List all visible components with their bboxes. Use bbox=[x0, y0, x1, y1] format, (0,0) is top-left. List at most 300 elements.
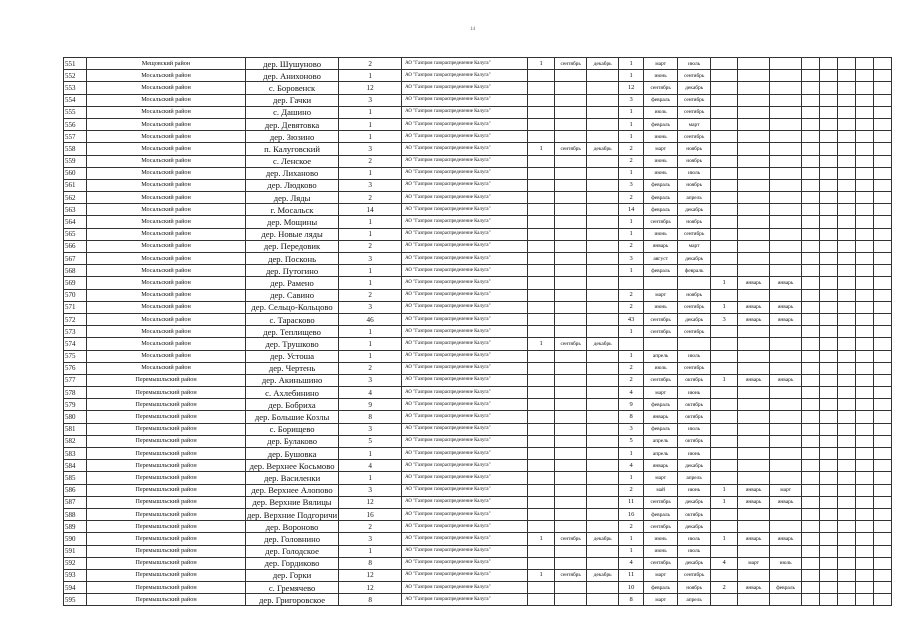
q1-end-month-cell bbox=[587, 131, 619, 143]
q3-end-month-cell bbox=[770, 472, 802, 484]
q3-end-month-cell bbox=[770, 387, 802, 399]
q3-count-cell bbox=[711, 387, 738, 399]
q1-start-month-cell bbox=[555, 179, 587, 191]
q1-end-month-cell bbox=[587, 204, 619, 216]
q3-start-month-cell: январь bbox=[738, 374, 770, 386]
empty-cell bbox=[838, 545, 856, 557]
empty-cell bbox=[856, 387, 874, 399]
q3-count-cell bbox=[711, 82, 738, 94]
q1-end-month-cell bbox=[587, 387, 619, 399]
organization-cell: АО "Газпром газораспределение Калуга" bbox=[402, 533, 528, 545]
organization-cell: АО "Газпром газораспределение Калуга" bbox=[402, 423, 528, 435]
empty-cell bbox=[856, 277, 874, 289]
count-cell: 2 bbox=[339, 192, 402, 204]
organization-cell: АО "Газпром газораспределение Калуга" bbox=[402, 399, 528, 411]
district-cell: Перемышльский район bbox=[87, 545, 246, 557]
q1-start-month-cell bbox=[555, 204, 587, 216]
empty-cell bbox=[874, 216, 892, 228]
q2-start-month-cell: март bbox=[644, 289, 678, 301]
q3-end-month-cell bbox=[770, 289, 802, 301]
organization-cell: АО "Газпром газораспределение Калуга" bbox=[402, 216, 528, 228]
table-row bbox=[64, 277, 892, 289]
organization-cell: АО "Газпром газораспределение Калуга" bbox=[402, 508, 528, 520]
empty-cell bbox=[874, 338, 892, 350]
q1-start-month-cell bbox=[555, 582, 587, 594]
q3-start-month-cell bbox=[738, 204, 770, 216]
empty-cell bbox=[820, 179, 838, 191]
q1-start-month-cell bbox=[555, 277, 587, 289]
q3-start-month-cell bbox=[738, 82, 770, 94]
q2-start-month-cell: июнь bbox=[644, 301, 678, 313]
table-row bbox=[64, 228, 892, 240]
organization-cell: АО "Газпром газораспределение Калуга" bbox=[402, 118, 528, 130]
table-row bbox=[64, 216, 892, 228]
q3-start-month-cell bbox=[738, 265, 770, 277]
empty-cell bbox=[820, 301, 838, 313]
empty-cell bbox=[856, 106, 874, 118]
q3-count-cell bbox=[711, 338, 738, 350]
q2-start-month-cell: июнь bbox=[644, 545, 678, 557]
empty-cell bbox=[838, 58, 856, 70]
q3-count-cell bbox=[711, 460, 738, 472]
table-row bbox=[64, 594, 892, 606]
locality-cell: дер. Мощины bbox=[246, 216, 339, 228]
q3-end-month-cell bbox=[770, 521, 802, 533]
q1-end-month-cell bbox=[587, 326, 619, 338]
q3-end-month-cell: февраль bbox=[770, 582, 802, 594]
empty-cell bbox=[856, 411, 874, 423]
q1-start-month-cell bbox=[555, 118, 587, 130]
empty-cell bbox=[820, 350, 838, 362]
q3-start-month-cell bbox=[738, 362, 770, 374]
table-row bbox=[64, 508, 892, 520]
count-cell: 4 bbox=[339, 460, 402, 472]
row-number: 565 bbox=[64, 228, 87, 240]
q1-start-month-cell bbox=[555, 82, 587, 94]
q2-count-cell: 2 bbox=[619, 155, 644, 167]
empty-cell bbox=[856, 204, 874, 216]
q1-count-cell bbox=[528, 448, 555, 460]
table-row bbox=[64, 143, 892, 155]
district-cell: Перемышльский район bbox=[87, 557, 246, 569]
district-cell: Мосальский район bbox=[87, 253, 246, 265]
q3-start-month-cell bbox=[738, 94, 770, 106]
locality-cell: с. Ленское bbox=[246, 155, 339, 167]
q2-start-month-cell: март bbox=[644, 143, 678, 155]
q2-count-cell: 1 bbox=[619, 350, 644, 362]
empty-cell bbox=[838, 338, 856, 350]
empty-cell bbox=[856, 253, 874, 265]
q3-count-cell bbox=[711, 399, 738, 411]
row-number: 580 bbox=[64, 411, 87, 423]
empty-cell bbox=[874, 374, 892, 386]
empty-cell bbox=[838, 569, 856, 581]
q3-start-month-cell bbox=[738, 118, 770, 130]
q2-start-month-cell: сентябрь bbox=[644, 496, 678, 508]
empty-cell bbox=[856, 460, 874, 472]
q2-count-cell: 1 bbox=[619, 167, 644, 179]
q3-end-month-cell: январь bbox=[770, 496, 802, 508]
locality-cell: дер. Людково bbox=[246, 179, 339, 191]
q2-end-month-cell: сентябрь bbox=[678, 228, 711, 240]
q1-count-cell bbox=[528, 167, 555, 179]
locality-cell: дер. Гордиково bbox=[246, 557, 339, 569]
table-row bbox=[64, 374, 892, 386]
empty-cell bbox=[856, 362, 874, 374]
q3-end-month-cell bbox=[770, 240, 802, 252]
empty-cell bbox=[874, 326, 892, 338]
empty-cell bbox=[874, 387, 892, 399]
q2-count-cell: 2 bbox=[619, 143, 644, 155]
q2-start-month-cell bbox=[644, 277, 678, 289]
table-row bbox=[64, 362, 892, 374]
q2-end-month-cell: декабрь bbox=[678, 521, 711, 533]
district-cell: Мосальский район bbox=[87, 155, 246, 167]
empty-cell bbox=[802, 94, 820, 106]
count-cell: 9 bbox=[339, 399, 402, 411]
row-number: 594 bbox=[64, 582, 87, 594]
locality-cell: с. Гремячево bbox=[246, 582, 339, 594]
q2-count-cell: 1 bbox=[619, 118, 644, 130]
district-cell: Перемышльский район bbox=[87, 582, 246, 594]
q2-start-month-cell: июнь bbox=[644, 131, 678, 143]
q3-count-cell bbox=[711, 179, 738, 191]
table-row bbox=[64, 301, 892, 313]
q2-start-month-cell: январь bbox=[644, 411, 678, 423]
empty-cell bbox=[820, 472, 838, 484]
q3-count-cell bbox=[711, 326, 738, 338]
district-cell: Мосальский район bbox=[87, 131, 246, 143]
q2-count-cell: 2 bbox=[619, 484, 644, 496]
count-cell: 1 bbox=[339, 545, 402, 557]
q1-count-cell bbox=[528, 472, 555, 484]
empty-cell bbox=[838, 192, 856, 204]
district-cell: Перемышльский район bbox=[87, 399, 246, 411]
q2-count-cell: 3 bbox=[619, 253, 644, 265]
row-number: 589 bbox=[64, 521, 87, 533]
empty-cell bbox=[838, 411, 856, 423]
table-row bbox=[64, 253, 892, 265]
empty-cell bbox=[802, 313, 820, 325]
q1-count-cell: 1 bbox=[528, 143, 555, 155]
organization-cell: АО "Газпром газораспределение Калуга" bbox=[402, 557, 528, 569]
q2-count-cell: 1 bbox=[619, 106, 644, 118]
row-number: 567 bbox=[64, 253, 87, 265]
locality-cell: дер. Чертень bbox=[246, 362, 339, 374]
q3-start-month-cell: январь bbox=[738, 301, 770, 313]
q2-start-month-cell: июль bbox=[644, 106, 678, 118]
count-cell: 2 bbox=[339, 289, 402, 301]
empty-cell bbox=[838, 326, 856, 338]
q1-start-month-cell bbox=[555, 508, 587, 520]
empty-cell bbox=[856, 496, 874, 508]
empty-cell bbox=[874, 472, 892, 484]
q3-end-month-cell bbox=[770, 143, 802, 155]
row-number: 581 bbox=[64, 423, 87, 435]
empty-cell bbox=[874, 118, 892, 130]
organization-cell: АО "Газпром газораспределение Калуга" bbox=[402, 569, 528, 581]
q2-count-cell: 2 bbox=[619, 374, 644, 386]
q3-end-month-cell bbox=[770, 265, 802, 277]
q3-start-month-cell: январь bbox=[738, 484, 770, 496]
empty-cell bbox=[838, 240, 856, 252]
row-number: 562 bbox=[64, 192, 87, 204]
q2-start-month-cell: февраль bbox=[644, 399, 678, 411]
organization-cell: АО "Газпром газораспределение Калуга" bbox=[402, 362, 528, 374]
empty-cell bbox=[838, 472, 856, 484]
q2-end-month-cell: сентябрь bbox=[678, 70, 711, 82]
q2-count-cell: 9 bbox=[619, 399, 644, 411]
empty-cell bbox=[874, 545, 892, 557]
organization-cell: АО "Газпром газораспределение Калуга" bbox=[402, 374, 528, 386]
q3-count-cell: 1 bbox=[711, 533, 738, 545]
q1-end-month-cell bbox=[587, 399, 619, 411]
organization-cell: АО "Газпром газораспределение Калуга" bbox=[402, 326, 528, 338]
q2-start-month-cell: сентябрь bbox=[644, 557, 678, 569]
empty-cell bbox=[856, 301, 874, 313]
district-cell: Мосальский район bbox=[87, 338, 246, 350]
q3-count-cell: 4 bbox=[711, 557, 738, 569]
empty-cell bbox=[874, 179, 892, 191]
q3-end-month-cell: январь bbox=[770, 313, 802, 325]
empty-cell bbox=[802, 253, 820, 265]
district-cell: Мосальский район bbox=[87, 313, 246, 325]
empty-cell bbox=[802, 167, 820, 179]
table-row bbox=[64, 448, 892, 460]
q3-end-month-cell bbox=[770, 253, 802, 265]
district-cell: Мосальский район bbox=[87, 106, 246, 118]
q2-count-cell: 4 bbox=[619, 460, 644, 472]
locality-cell: дер. Горки bbox=[246, 569, 339, 581]
empty-cell bbox=[820, 216, 838, 228]
q1-end-month-cell bbox=[587, 70, 619, 82]
q1-end-month-cell: декабрь bbox=[587, 533, 619, 545]
row-number: 591 bbox=[64, 545, 87, 557]
locality-cell: с. Борищево bbox=[246, 423, 339, 435]
district-cell: Перемышльский район bbox=[87, 521, 246, 533]
q2-start-month-cell: февраль bbox=[644, 204, 678, 216]
empty-cell bbox=[820, 496, 838, 508]
q3-count-cell bbox=[711, 521, 738, 533]
q2-count-cell: 2 bbox=[619, 192, 644, 204]
q1-count-cell bbox=[528, 496, 555, 508]
empty-cell bbox=[802, 204, 820, 216]
count-cell: 8 bbox=[339, 557, 402, 569]
q1-start-month-cell bbox=[555, 448, 587, 460]
q1-count-cell bbox=[528, 277, 555, 289]
row-number: 571 bbox=[64, 301, 87, 313]
q1-start-month-cell bbox=[555, 70, 587, 82]
empty-cell bbox=[820, 289, 838, 301]
q1-end-month-cell bbox=[587, 350, 619, 362]
q2-start-month-cell: февраль bbox=[644, 265, 678, 277]
q1-start-month-cell: сентябрь bbox=[555, 338, 587, 350]
row-number: 564 bbox=[64, 216, 87, 228]
q1-end-month-cell bbox=[587, 545, 619, 557]
q3-count-cell: 2 bbox=[711, 582, 738, 594]
locality-cell: дер. Трушково bbox=[246, 338, 339, 350]
q2-count-cell: 8 bbox=[619, 411, 644, 423]
q3-start-month-cell bbox=[738, 508, 770, 520]
locality-cell: дер. Девятовка bbox=[246, 118, 339, 130]
empty-cell bbox=[874, 484, 892, 496]
empty-cell bbox=[802, 496, 820, 508]
empty-cell bbox=[856, 533, 874, 545]
q1-count-cell bbox=[528, 118, 555, 130]
district-cell: Перемышльский район bbox=[87, 508, 246, 520]
q3-start-month-cell bbox=[738, 411, 770, 423]
empty-cell bbox=[802, 362, 820, 374]
q2-start-month-cell: март bbox=[644, 58, 678, 70]
count-cell: 3 bbox=[339, 484, 402, 496]
table-row bbox=[64, 289, 892, 301]
count-cell: 1 bbox=[339, 472, 402, 484]
q1-start-month-cell bbox=[555, 594, 587, 606]
q1-count-cell bbox=[528, 70, 555, 82]
organization-cell: АО "Газпром газораспределение Калуга" bbox=[402, 155, 528, 167]
q2-count-cell: 1 bbox=[619, 228, 644, 240]
q3-start-month-cell bbox=[738, 70, 770, 82]
q2-end-month-cell: декабрь bbox=[678, 460, 711, 472]
q3-start-month-cell bbox=[738, 594, 770, 606]
q2-end-month-cell: декабрь bbox=[678, 253, 711, 265]
table-row bbox=[64, 94, 892, 106]
q1-start-month-cell bbox=[555, 155, 587, 167]
empty-cell bbox=[802, 435, 820, 447]
count-cell: 3 bbox=[339, 301, 402, 313]
count-cell: 46 bbox=[339, 313, 402, 325]
organization-cell: АО "Газпром газораспределение Калуга" bbox=[402, 106, 528, 118]
empty-cell bbox=[820, 387, 838, 399]
table-row bbox=[64, 167, 892, 179]
count-cell: 2 bbox=[339, 240, 402, 252]
organization-cell: АО "Газпром газораспределение Калуга" bbox=[402, 167, 528, 179]
q1-end-month-cell bbox=[587, 106, 619, 118]
empty-cell bbox=[820, 508, 838, 520]
empty-cell bbox=[856, 82, 874, 94]
q3-end-month-cell bbox=[770, 399, 802, 411]
q1-start-month-cell bbox=[555, 313, 587, 325]
q2-count-cell: 1 bbox=[619, 58, 644, 70]
q3-count-cell bbox=[711, 94, 738, 106]
district-cell: Перемышльский район bbox=[87, 387, 246, 399]
locality-cell: дер. Новые ляды bbox=[246, 228, 339, 240]
empty-cell bbox=[874, 557, 892, 569]
locality-cell: дер. Головнино bbox=[246, 533, 339, 545]
q1-start-month-cell bbox=[555, 374, 587, 386]
empty-cell bbox=[820, 265, 838, 277]
q3-count-cell bbox=[711, 253, 738, 265]
empty-cell bbox=[874, 313, 892, 325]
district-cell: Мосальский район bbox=[87, 179, 246, 191]
q1-end-month-cell: декабрь bbox=[587, 143, 619, 155]
q2-count-cell: 1 bbox=[619, 70, 644, 82]
count-cell: 5 bbox=[339, 435, 402, 447]
empty-cell bbox=[856, 155, 874, 167]
table-row bbox=[64, 204, 892, 216]
empty-cell bbox=[874, 106, 892, 118]
empty-cell bbox=[802, 216, 820, 228]
row-number: 582 bbox=[64, 435, 87, 447]
q2-count-cell: 43 bbox=[619, 313, 644, 325]
q3-count-cell bbox=[711, 289, 738, 301]
count-cell: 1 bbox=[339, 228, 402, 240]
row-number: 595 bbox=[64, 594, 87, 606]
empty-cell bbox=[802, 508, 820, 520]
q3-start-month-cell: январь bbox=[738, 533, 770, 545]
empty-cell bbox=[874, 521, 892, 533]
q1-count-cell bbox=[528, 326, 555, 338]
q2-end-month-cell: июль bbox=[678, 533, 711, 545]
q3-end-month-cell bbox=[770, 70, 802, 82]
q3-end-month-cell bbox=[770, 545, 802, 557]
district-cell: Перемышльский район bbox=[87, 435, 246, 447]
q3-start-month-cell bbox=[738, 472, 770, 484]
empty-cell bbox=[802, 411, 820, 423]
organization-cell: АО "Газпром газораспределение Калуга" bbox=[402, 277, 528, 289]
organization-cell: АО "Газпром газораспределение Калуга" bbox=[402, 460, 528, 472]
q2-start-month-cell: июнь bbox=[644, 228, 678, 240]
empty-cell bbox=[838, 557, 856, 569]
organization-cell: АО "Газпром газораспределение Калуга" bbox=[402, 228, 528, 240]
q1-start-month-cell bbox=[555, 131, 587, 143]
q1-start-month-cell bbox=[555, 301, 587, 313]
q1-count-cell: 1 bbox=[528, 533, 555, 545]
q1-start-month-cell bbox=[555, 326, 587, 338]
district-cell: Перемышльский район bbox=[87, 374, 246, 386]
q3-end-month-cell bbox=[770, 350, 802, 362]
q3-end-month-cell: январь bbox=[770, 277, 802, 289]
empty-cell bbox=[820, 204, 838, 216]
empty-cell bbox=[874, 448, 892, 460]
row-number: 552 bbox=[64, 70, 87, 82]
q2-start-month-cell: сентябрь bbox=[644, 374, 678, 386]
empty-cell bbox=[856, 192, 874, 204]
empty-cell bbox=[838, 167, 856, 179]
locality-cell: дер. Посконь bbox=[246, 253, 339, 265]
empty-cell bbox=[802, 350, 820, 362]
q2-start-month-cell: февраль bbox=[644, 423, 678, 435]
q1-count-cell bbox=[528, 582, 555, 594]
q1-end-month-cell bbox=[587, 423, 619, 435]
table-row bbox=[64, 411, 892, 423]
empty-cell bbox=[802, 192, 820, 204]
q3-count-cell bbox=[711, 143, 738, 155]
empty-cell bbox=[874, 94, 892, 106]
locality-cell: дер. Устоша bbox=[246, 350, 339, 362]
q1-start-month-cell bbox=[555, 240, 587, 252]
count-cell: 3 bbox=[339, 423, 402, 435]
empty-cell bbox=[838, 143, 856, 155]
q2-end-month-cell: февраль bbox=[678, 265, 711, 277]
q3-count-cell bbox=[711, 472, 738, 484]
q2-start-month-cell: январь bbox=[644, 240, 678, 252]
row-number: 555 bbox=[64, 106, 87, 118]
empty-cell bbox=[820, 569, 838, 581]
row-number: 557 bbox=[64, 131, 87, 143]
empty-cell bbox=[874, 228, 892, 240]
empty-cell bbox=[838, 106, 856, 118]
q1-start-month-cell: сентябрь bbox=[555, 533, 587, 545]
q1-count-cell bbox=[528, 131, 555, 143]
row-number: 574 bbox=[64, 338, 87, 350]
q3-end-month-cell bbox=[770, 228, 802, 240]
empty-cell bbox=[802, 472, 820, 484]
q1-start-month-cell bbox=[555, 557, 587, 569]
table-row bbox=[64, 460, 892, 472]
empty-cell bbox=[856, 131, 874, 143]
empty-cell bbox=[856, 94, 874, 106]
